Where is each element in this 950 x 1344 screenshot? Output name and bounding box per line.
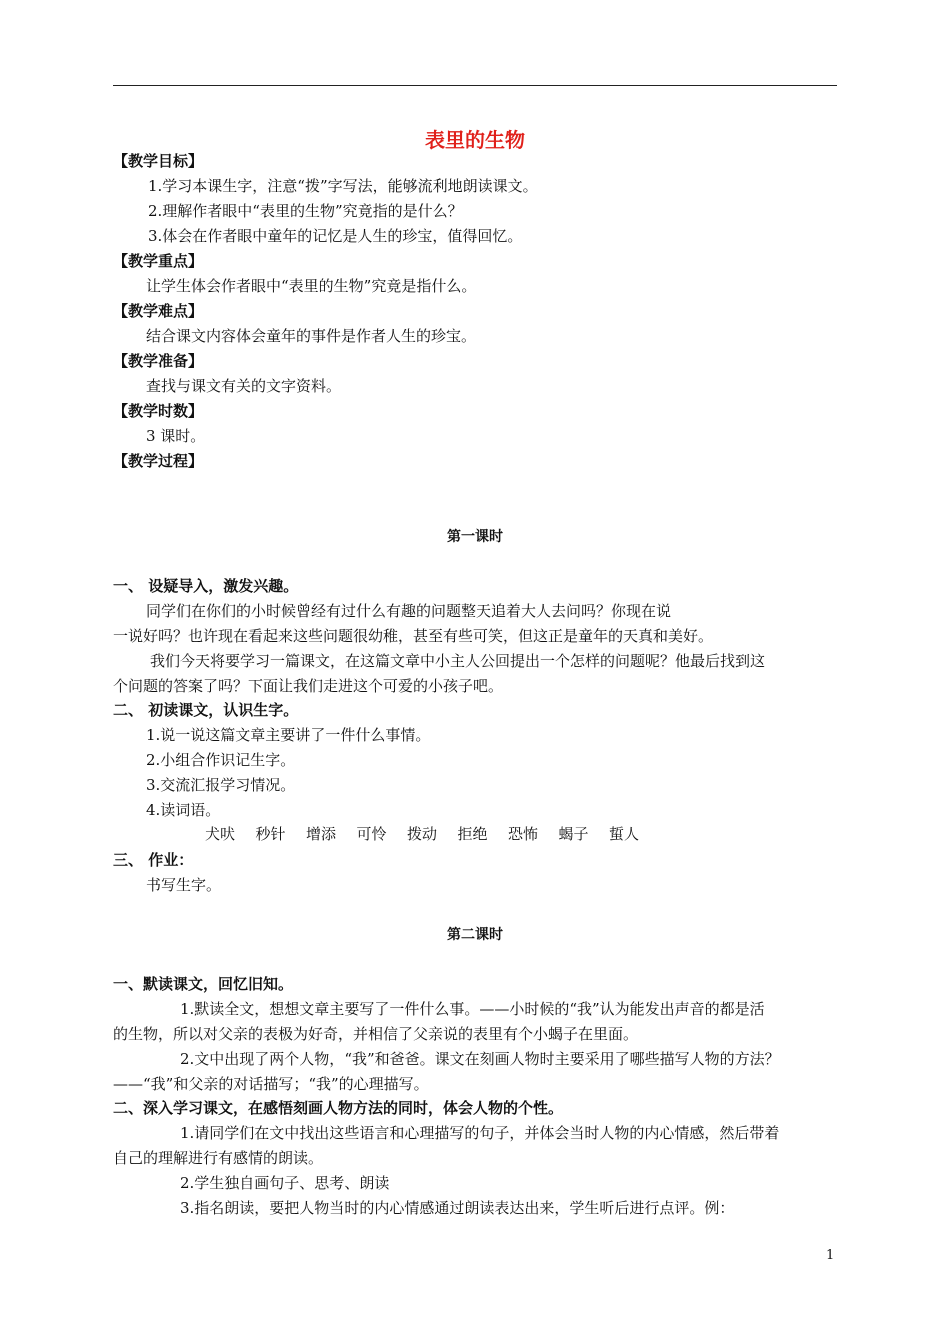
difficulty-text: 结合课文内容体会童年的事件是作者人生的珍宝。 [146,327,477,345]
lesson1-title: 第一课时 [447,529,503,545]
paragraph: 的生物，所以对父亲的表极为好奇，并相信了父亲说的表里有个小蝎子在里面。 [113,1025,639,1043]
page-number: 1 [826,1248,835,1263]
lesson2-section1-heading: 一、默读课文，回忆旧知。 [113,975,294,993]
paragraph: 2.文中出现了两个人物，“我”和爸爸。课文在刻画人物时主要采用了哪些描写人物的方法？ [180,1050,780,1068]
vocab-word: 蝎子 [558,825,589,843]
list-item: 1.说一说这篇文章主要讲了一件什么事情。 [146,726,431,744]
lesson2-title: 第二课时 [447,927,503,943]
vocab-word: 犬吠 [205,825,236,843]
paragraph: 同学们在你们的小时候曾经有过什么有趣的问题整天追着大人去问吗？你现在说 [146,602,672,620]
lesson1-section1-heading: 一、 设疑导入，激发兴趣。 [113,577,299,595]
vocab-word: 秒针 [255,825,286,843]
list-item: 3.交流汇报学习情况。 [146,776,296,794]
paragraph: 个问题的答案了吗？下面让我们走进这个可爱的小孩子吧。 [113,677,504,695]
vocab-word: 拨动 [407,825,438,843]
list-item: 2.小组合作识记生字。 [146,751,296,769]
key-text: 让学生体会作者眼中“表里的生物”究竟是指什么。 [146,277,477,295]
heading-difficulty: 【教学难点】 [113,302,204,320]
header-rule [113,85,837,86]
paragraph: 我们今天将要学习一篇课文，在这篇文章中小主人公回提出一个怎样的问题呢？他最后找到这 [150,652,766,670]
list-item: 4.读词语。 [146,801,221,819]
vocab-word: 拒绝 [457,825,488,843]
goal-item: 3.体会在作者眼中童年的记忆是人生的珍宝，值得回忆。 [148,227,523,245]
vocab-word: 可怜 [356,825,387,843]
vocab-word: 恐怖 [508,825,539,843]
vocab-word: 蜇人 [609,825,640,843]
prep-text: 查找与课文有关的文字资料。 [146,377,342,395]
lesson1-section2-heading: 二、 初读课文，认识生字。 [113,701,299,719]
goal-item: 1.学习本课生字，注意“拨”字写法，能够流利地朗读课文。 [148,177,538,195]
heading-prep: 【教学准备】 [113,352,204,370]
lesson1-section3-heading: 三、 作业： [113,851,194,869]
paragraph: ——“我”和父亲的对话描写；“我”的心理描写。 [113,1075,429,1093]
lesson2-section2-heading: 二、深入学习课文，在感悟刻画人物方法的同时，体会人物的个性。 [113,1099,564,1117]
vocab-word: 增添 [306,825,337,843]
hours-text: 3 课时。 [146,427,206,445]
goal-item: 2.理解作者眼中“表里的生物”究竟指的是什么？ [148,202,463,220]
paragraph: 1.默读全文，想想文章主要写了一件什么事。——小时候的“我”认为能发出声音的都是活 [180,1000,765,1018]
paragraph: 一说好吗？也许现在看起来这些问题很幼稚，甚至有些可笑，但这正是童年的天真和美好。 [113,627,714,645]
vocabulary-words [205,823,660,844]
heading-key: 【教学重点】 [113,252,204,270]
heading-hours: 【教学时数】 [113,402,204,420]
heading-goals: 【教学目标】 [113,152,204,170]
paragraph: 自己的理解进行有感情的朗读。 [113,1149,324,1167]
homework-text: 书写生字。 [146,876,222,894]
heading-process: 【教学过程】 [113,452,204,470]
paragraph: 2.学生独自画句子、思考、朗读 [180,1174,390,1192]
document-title: 表里的生物 [425,128,525,152]
paragraph: 3.指名朗读，要把人物当时的内心情感通过朗读表达出来，学生听后进行点评。例： [180,1199,735,1217]
paragraph: 1.请同学们在文中找出这些语言和心理描写的句子，并体会当时人物的内心情感，然后带着 [180,1124,780,1142]
